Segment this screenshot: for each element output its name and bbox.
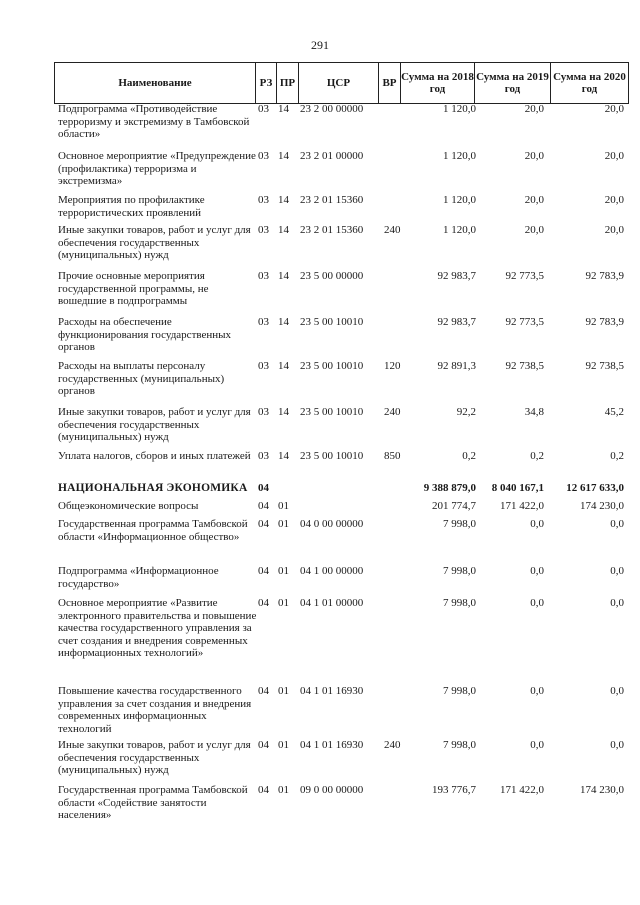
- cell-s2019: 20,0: [524, 150, 544, 162]
- header-name: Наименование: [54, 63, 255, 103]
- cell-rz: 03: [258, 360, 269, 372]
- cell-s2020: 20,0: [604, 103, 624, 115]
- cell-s2020: 0,0: [610, 518, 624, 530]
- header-pr: ПР: [276, 63, 298, 103]
- cell-name: Мероприятия по профилактике террористических проявлений: [58, 194, 205, 219]
- cell-rz: 03: [258, 103, 269, 115]
- cell-name: Общеэкономические вопросы: [58, 500, 199, 512]
- cell-s2018: 193 776,7: [432, 784, 476, 796]
- header-sum-2019: Сумма на 2019 год: [474, 63, 550, 103]
- cell-rz: 03: [258, 406, 269, 418]
- cell-name: Государственная программа Тамбовской области «Содействие занятости населения»: [58, 784, 248, 821]
- cell-pr: 01: [278, 784, 289, 796]
- cell-csr: 23 5 00 10010: [300, 450, 364, 462]
- header-vr: ВР: [378, 63, 400, 103]
- cell-pr: 14: [278, 103, 289, 115]
- cell-rz: 04: [258, 739, 269, 751]
- cell-rz: 04: [258, 565, 269, 577]
- cell-csr: 04 1 01 16930: [300, 685, 364, 697]
- cell-rz: 04: [258, 500, 269, 512]
- cell-rz: 03: [258, 150, 269, 162]
- cell-csr: 04 1 01 00000: [300, 597, 364, 609]
- cell-s2020: 20,0: [604, 224, 624, 236]
- cell-s2018: 7 998,0: [443, 685, 476, 697]
- cell-s2019: 8 040 167,1: [491, 482, 544, 494]
- cell-vr: 850: [384, 450, 401, 462]
- cell-name: Повышение качества государственного управления за счет создания и внедрения современных информационных технологий: [58, 685, 252, 735]
- cell-rz: 04: [258, 685, 269, 697]
- cell-s2020: 0,2: [610, 450, 624, 462]
- cell-s2019: 92 773,5: [505, 316, 544, 328]
- header-sum-2018: Сумма на 2018 год: [400, 63, 474, 103]
- table-header: [54, 62, 629, 104]
- cell-s2019: 0,0: [530, 565, 544, 577]
- cell-s2018: 7 998,0: [443, 597, 476, 609]
- cell-s2019: 171 422,0: [500, 784, 544, 796]
- cell-csr: 23 2 01 00000: [300, 150, 364, 162]
- cell-s2018: 92 983,7: [437, 316, 476, 328]
- cell-s2018: 9 388 879,0: [423, 482, 476, 494]
- cell-name: Уплата налогов, сборов и иных платежей: [58, 450, 251, 462]
- cell-s2018: 7 998,0: [443, 565, 476, 577]
- cell-csr: 23 5 00 00000: [300, 270, 364, 282]
- cell-s2019: 92 773,5: [505, 270, 544, 282]
- cell-pr: 14: [278, 450, 289, 462]
- cell-s2018: 1 120,0: [443, 150, 476, 162]
- cell-pr: 01: [278, 739, 289, 751]
- cell-s2020: 174 230,0: [580, 784, 624, 796]
- cell-vr: 120: [384, 360, 401, 372]
- cell-csr: 04 1 00 00000: [300, 565, 364, 577]
- cell-s2019: 20,0: [524, 103, 544, 115]
- cell-rz: 03: [258, 194, 269, 206]
- cell-s2019: 0,0: [530, 685, 544, 697]
- cell-name: Подпрограмма «Информационное государство»: [58, 565, 219, 590]
- cell-s2020: 174 230,0: [580, 500, 624, 512]
- cell-csr: 04 0 00 00000: [300, 518, 364, 530]
- cell-pr: 01: [278, 500, 289, 512]
- cell-name: Иные закупки товаров, работ и услуг для обеспечения государственных (муниципальных) нужд: [58, 739, 251, 776]
- cell-rz: 03: [258, 450, 269, 462]
- cell-s2018: 201 774,7: [432, 500, 476, 512]
- cell-name: Подпрограмма «Противодействие терроризму и экстремизму в Тамбовской области»: [58, 103, 250, 140]
- cell-name: Расходы на выплаты персоналу государственных (муниципальных) органов: [58, 360, 225, 397]
- cell-rz: 04: [258, 784, 269, 796]
- cell-s2019: 0,0: [530, 597, 544, 609]
- cell-s2019: 20,0: [524, 194, 544, 206]
- cell-csr: 23 2 01 15360: [300, 194, 364, 206]
- cell-s2020: 20,0: [604, 194, 624, 206]
- cell-name: Прочие основные мероприятия государственной программы, не вошедшие в подпрограммы: [58, 270, 209, 307]
- cell-s2020: 0,0: [610, 597, 624, 609]
- cell-s2018: 7 998,0: [443, 739, 476, 751]
- cell-csr: 23 5 00 10010: [300, 406, 364, 418]
- cell-pr: 14: [278, 224, 289, 236]
- cell-name: Государственная программа Тамбовской области «Информационное общество»: [58, 518, 248, 543]
- cell-csr: 04 1 01 16930: [300, 739, 364, 751]
- cell-csr: 23 5 00 10010: [300, 316, 364, 328]
- cell-pr: 01: [278, 597, 289, 609]
- cell-pr: 14: [278, 316, 289, 328]
- cell-s2018: 1 120,0: [443, 224, 476, 236]
- cell-s2019: 171 422,0: [500, 500, 544, 512]
- cell-rz: 04: [258, 482, 269, 494]
- cell-s2020: 92 783,9: [585, 270, 624, 282]
- cell-pr: 14: [278, 270, 289, 282]
- cell-name: Иные закупки товаров, работ и услуг для обеспечения государственных (муниципальных) нужд: [58, 406, 251, 443]
- header-sum-2020: Сумма на 2020 год: [550, 63, 629, 103]
- cell-s2020: 0,0: [610, 565, 624, 577]
- cell-rz: 04: [258, 597, 269, 609]
- cell-vr: 240: [384, 406, 401, 418]
- cell-s2019: 92 738,5: [505, 360, 544, 372]
- cell-s2018: 1 120,0: [443, 194, 476, 206]
- cell-pr: 14: [278, 406, 289, 418]
- cell-pr: 01: [278, 518, 289, 530]
- cell-csr: 23 5 00 10010: [300, 360, 364, 372]
- cell-csr: 23 2 01 15360: [300, 224, 364, 236]
- cell-rz: 03: [258, 224, 269, 236]
- cell-s2019: 0,0: [530, 739, 544, 751]
- cell-name: Расходы на обеспечение функционирования государственных органов: [58, 316, 232, 353]
- cell-s2019: 34,8: [524, 406, 544, 418]
- cell-pr: 01: [278, 565, 289, 577]
- cell-s2018: 0,2: [462, 450, 476, 462]
- cell-csr: 09 0 00 00000: [300, 784, 364, 796]
- cell-s2020: 92 738,5: [585, 360, 624, 372]
- cell-s2020: 0,0: [610, 685, 624, 697]
- cell-s2019: 0,2: [530, 450, 544, 462]
- cell-s2020: 12 617 633,0: [566, 482, 624, 494]
- cell-rz: 04: [258, 518, 269, 530]
- cell-pr: 14: [278, 194, 289, 206]
- cell-name: Иные закупки товаров, работ и услуг для обеспечения государственных (муниципальных) нужд: [58, 224, 251, 261]
- cell-pr: 14: [278, 360, 289, 372]
- cell-s2018: 92 983,7: [437, 270, 476, 282]
- cell-s2020: 20,0: [604, 150, 624, 162]
- cell-pr: 01: [278, 685, 289, 697]
- page-number: 291: [311, 38, 329, 52]
- cell-s2019: 0,0: [530, 518, 544, 530]
- cell-s2018: 7 998,0: [443, 518, 476, 530]
- cell-vr: 240: [384, 739, 401, 751]
- cell-s2020: 45,2: [604, 406, 624, 418]
- cell-s2020: 92 783,9: [585, 316, 624, 328]
- cell-csr: 23 2 00 00000: [300, 103, 364, 115]
- cell-name: НАЦИОНАЛЬНАЯ ЭКОНОМИКА: [58, 482, 248, 494]
- header-rz: РЗ: [255, 63, 276, 103]
- header-csr: ЦСР: [298, 63, 378, 103]
- cell-s2018: 92 891,3: [437, 360, 476, 372]
- cell-rz: 03: [258, 316, 269, 328]
- cell-s2018: 92,2: [456, 406, 476, 418]
- cell-s2018: 1 120,0: [443, 103, 476, 115]
- cell-rz: 03: [258, 270, 269, 282]
- cell-pr: 14: [278, 150, 289, 162]
- cell-s2019: 20,0: [524, 224, 544, 236]
- cell-name: Основное мероприятие «Предупреждение (профилактика) терроризма и экстремизма»: [58, 150, 256, 187]
- cell-vr: 240: [384, 224, 401, 236]
- cell-name: Основное мероприятие «Развитие электронного правительства и повышение качества государственного управления за счет создания и внедрения современных информационных технологий»: [58, 597, 257, 659]
- cell-s2020: 0,0: [610, 739, 624, 751]
